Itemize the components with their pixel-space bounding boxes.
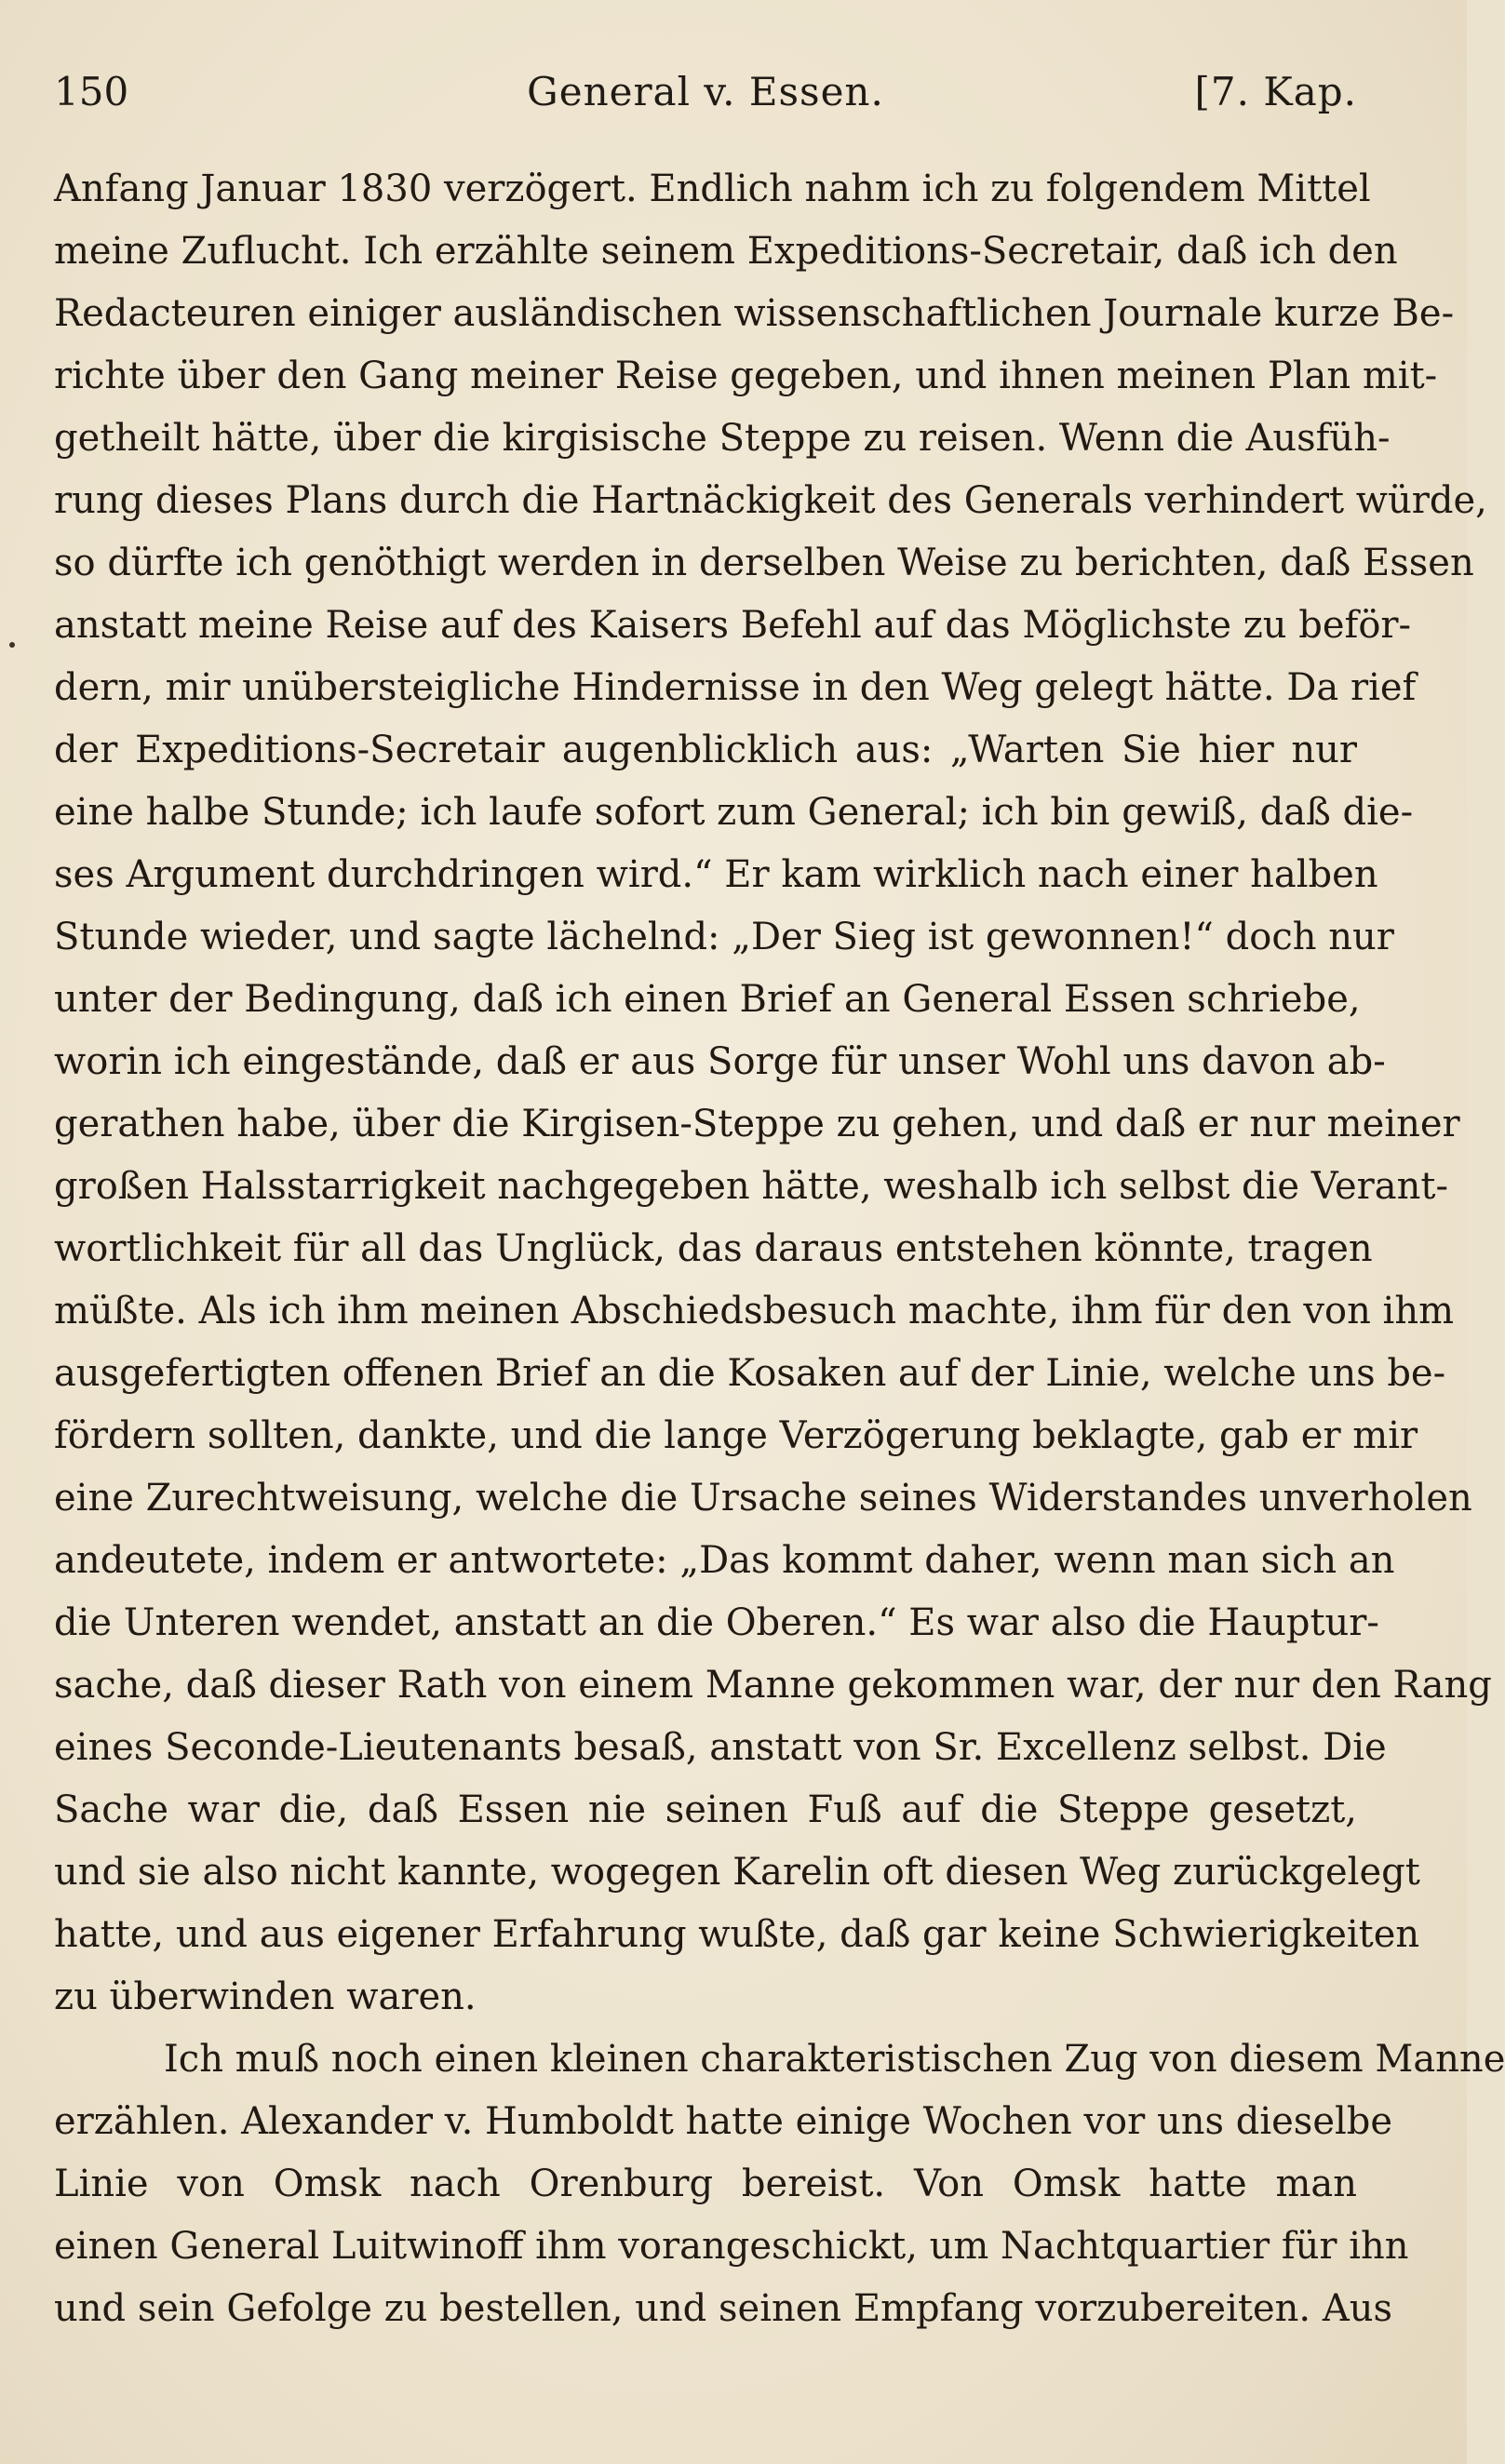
text-line: hatte, und aus eigener Erfahrung wußte, daß gar keine Schwierigkeiten: [54, 1913, 1420, 1956]
page-number: 150: [54, 69, 129, 114]
text-line: getheilt hätte, über die kirgisische Steppe zu reisen. Wenn die Ausfüh-: [54, 417, 1391, 460]
body-text: [54, 158, 1505, 2340]
text-line: wortlichkeit für all das Unglück, das daraus entstehen könnte, tragen: [54, 1227, 1373, 1270]
text-line: dern, mir unübersteigliche Hindernisse in den Weg gelegt hätte. Da rief: [54, 666, 1417, 709]
text-line: Anfang Januar 1830 verzögert. Endlich nahm ich zu folgendem Mittel: [54, 167, 1371, 210]
page-header: [54, 63, 1357, 128]
text-line: und sie also nicht kannte, wogegen Karelin oft diesen Weg zurückgelegt: [54, 1851, 1420, 1894]
text-line: eine Zurechtweisung, welche die Ursache seines Widerstandes unverholen: [54, 1477, 1472, 1520]
text-line: und sein Gefolge zu bestellen, und seinen Empfang vorzubereiten. Aus: [54, 2287, 1392, 2330]
text-line: fördern sollten, dankte, und die lange Verzögerung beklagte, gab er mir: [54, 1414, 1418, 1457]
text-line: meine Zuflucht. Ich erzählte seinem Expeditions-Secretair, daß ich den: [54, 230, 1398, 273]
text-line: gerathen habe, über die Kirgisen-Steppe zu gehen, und daß er nur meiner: [54, 1103, 1460, 1145]
text-line: eine halbe Stunde; ich laufe sofort zum General; ich bin gewiß, daß die-: [54, 791, 1414, 834]
text-line: Ich muß noch einen kleinen charakteristischen Zug von diesem Manne: [164, 2038, 1505, 2081]
text-line: Linie von Omsk nach Orenburg bereist. Von Omsk hatte man: [54, 2163, 1357, 2205]
text-line: sache, daß dieser Rath von einem Manne gekommen war, der nur den Rang: [54, 1664, 1492, 1707]
text-line: Sache war die, daß Essen nie seinen Fuß auf die Steppe gesetzt,: [54, 1788, 1357, 1831]
text-line: erzählen. Alexander v. Humboldt hatte einige Wochen vor uns dieselbe: [54, 2100, 1393, 2143]
chapter-marker: [7. Kap.: [1194, 69, 1357, 114]
text-line: richte über den Gang meiner Reise gegeben, und ihnen meinen Plan mit-: [54, 355, 1438, 397]
text-line: die Unteren wendet, anstatt an die Oberen.“ Es war also die Hauptur-: [54, 1601, 1379, 1644]
text-line: so dürfte ich genöthigt werden in derselben Weise zu berichten, daß Essen: [54, 542, 1474, 584]
paragraph-1: [54, 158, 1492, 2029]
text-line: ausgefertigten offenen Brief an die Kosaken auf der Linie, welche uns be-: [54, 1352, 1446, 1395]
text-line: eines Seconde-Lieutenants besaß, anstatt von Sr. Excellenz selbst. Die: [54, 1726, 1387, 1769]
text-line: Stunde wieder, und sagte lächelnd: „Der Sieg ist gewonnen!“ doch nur: [54, 916, 1394, 958]
text-line: rung dieses Plans durch die Hartnäckigkeit des Generals verhindert würde,: [54, 479, 1487, 522]
text-line: müßte. Als ich ihm meinen Abschiedsbesuch machte, ihm für den von ihm: [54, 1290, 1455, 1332]
text-line: ses Argument durchdringen wird.“ Er kam wirklich nach einer halben: [54, 853, 1378, 896]
running-title: General v. Essen.: [527, 69, 884, 114]
text-line: Redacteuren einiger ausländischen wissenschaftlichen Journale kurze Be-: [54, 292, 1455, 335]
text-line: zu überwinden waren.: [54, 1975, 477, 2018]
paragraph-2: [54, 2029, 1505, 2340]
text-line: einen General Luitwinoff ihm vorangeschickt, um Nachtquartier für ihn: [54, 2225, 1409, 2268]
text-line: unter der Bedingung, daß ich einen Brief an General Essen schriebe,: [54, 978, 1361, 1021]
text-line: andeutete, indem er antwortete: „Das kommt daher, wenn man sich an: [54, 1539, 1395, 1582]
text-line: großen Halsstarrigkeit nachgegeben hätte, weshalb ich selbst die Verant-: [54, 1165, 1448, 1208]
text-line: anstatt meine Reise auf des Kaisers Befehl auf das Möglichste zu beför-: [54, 604, 1412, 647]
paper-speck: [9, 642, 15, 648]
text-line: worin ich eingestände, daß er aus Sorge für unser Wohl uns davon ab-: [54, 1040, 1386, 1083]
text-line: der Expeditions-Secretair augenblicklich aus: „Warten Sie hier nur: [54, 729, 1357, 771]
